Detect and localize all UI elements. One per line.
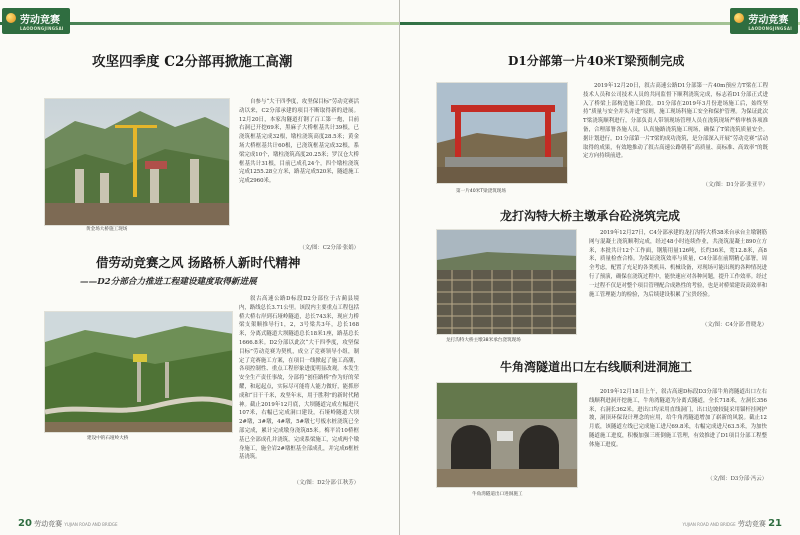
photo-caption: 建设中的石垭岭大桥 xyxy=(87,436,129,441)
section-logo-sub: LAODONGJINGSAI xyxy=(748,26,792,31)
page-number-left xyxy=(18,518,118,529)
article-byline: （文/图：D2分部·江秋芳） xyxy=(293,480,359,486)
page-label: 劳动竞赛 xyxy=(34,520,63,528)
article-title: D1分部第一片40米T梁预制完成 xyxy=(508,54,685,68)
photo-caption: 黄金场大桥施工现场 xyxy=(86,227,128,232)
page-label: 劳动竞赛 xyxy=(737,520,766,528)
section-logo xyxy=(2,8,70,34)
article-byline: （文/图：C4分部·曾晓龙） xyxy=(702,322,767,328)
section-logo-sub: LAODONGJINGSAI xyxy=(20,26,64,31)
article-title: 借劳动竞赛之风 扬路桥人新时代精神 xyxy=(96,255,301,270)
right-page xyxy=(400,0,800,535)
tunnel-portal-photo xyxy=(436,382,578,488)
page-sub: YUJIAN ROAD AND BRIDGE xyxy=(682,522,736,527)
page-sub: YUJIAN ROAD AND BRIDGE xyxy=(64,522,118,527)
section-logo-text: 劳动竞赛 xyxy=(20,15,60,26)
article-byline: （文/图：D1分部·张亚平） xyxy=(702,182,768,188)
mountain-bridge-photo xyxy=(44,311,233,433)
photo-caption: 龙打沟特大桥主墩38米承台浇筑现场 xyxy=(446,338,521,343)
page-number: 21 xyxy=(768,518,782,529)
globe-icon xyxy=(6,13,16,23)
article-byline: （文/图：C2分部·张娟） xyxy=(299,245,359,251)
article-title: 牛角湾隧道出口左右线顺利进洞施工 xyxy=(500,360,693,374)
globe-icon xyxy=(734,13,744,23)
page-number: 20 xyxy=(18,518,32,529)
section-logo xyxy=(730,8,798,34)
article-subtitle: ——D2分部合力推进工程建设建度取得新进展 xyxy=(80,277,257,287)
photo-caption: 第一片40米T梁浇筑现场 xyxy=(456,189,506,194)
article-byline: （文/图：D3分部·冯云） xyxy=(707,476,767,482)
rebar-cap-photo xyxy=(436,229,577,335)
article-body: 2019年12月20日，叙古高速公路D1分部第一片40m预应力T梁在工程技术人员和公司技术人员的共同监督下顺利浇筑完成，标志着D1分部正式进入了桥梁上部构造施工阶段。D1分部在2019年3月份进场施工后，始终坚持“质量与安全并头并进”原则，施工现场科施工安全和保护管理。为保证此次T梁浇筑顺利进行，分部负责人带领现场管理人员在浇筑现场严格审核各项准备，合理部署各施人员，认真施路浇筑施工现场，确保了T梁浇筑质量安全。据计划进行，D1分部第一片T梁的成功浇筑，是分部深入开展“劳动竞赛”活动取得的成果，有效地推动了叙古高速公路朝着“高质量、高标准、高效率”的既定方向持续前进。 xyxy=(583,83,768,160)
article-body: 叙古高速公路D标段D2分部位于古蔺县境内，路线总长3.71公里。该段内主要重点工程包括桥大桥右岸到石垭岭隧道，总长743米，现应力桥梁支架顺推导行1，2，3号梁共3年，总长168米，分离式隧道大坝隧道总长18米1座，路基总长1666.8米。D2分部以此次“大干四季度，攻坚保目标”劳动竞赛为契机，成立了竞赛领导小组，制定了竞赛施工方案，在项目一线掀起了施工高潮，各项控制性、重点工程形象进度明显改观。本发生安全生产责任事故，分部将“创佳路桥”作为好的荣耀，和起起点，实际尽可能将人能力做好，能抓形成和“日干千米，攻坚年末，用于胜利”的新时代精神。截止2019年12月底，大坝隧道完成左幅进尺107米，右幅已完成洞口建设，石垭岭隧道大坝2#墩，3#墩，4#墩，5#墩七号板水桩浇筑已全部完成，累计完成墩身浇筑85米。梅平岩10桥框基已全部成孔并浇筑，完成系梁施工，完成两个墩身施工，施全岩2#墩框基全部成孔，并完成6框桩基浇筑。 xyxy=(239,296,359,461)
article-body: 2019年12月18日上午，叙古高速D标段D3分部牛角湾隧道出口左右线顺利进洞开挖施工，牛角湾隧道为分离式隧道，全长718米，左洞长356米，右洞长362米。进出口均采用直线洞门，出口边坡较陡采用锚杆挂网护坡，洞顶环保设计理念的应用，给牛角湾隧道增加了崭新的风貌。截止12月底，该隧道左线已完成施工进尺69.8米，右幅完成进尺63.5米，为加快隧道施工进度，积极加强三班倒施工管理，有效推进了D1项目分部工程整体施工进度。 xyxy=(589,389,767,448)
page-number-right xyxy=(682,518,782,529)
article-body: 2019年12月27日，C4分部承建的龙打沟特大桥38米台承台主墩钢筋网与混凝土浇筑顺利完成，经过48小时连续作业，共浇筑混凝土890立方米，本批共计12个工作面，钢筋用量126吨，长约36米，宽12.8米，高8米，质量检查合格。为保证浇筑效率与质量，C4分部在前期精心部署，周全考虑，配置了充足的各类机具、机械设备，对现场可能出现的各种情况进行了预演，确保在浇筑过程中，能快速应对各种问题，提升工作效率。经过一过程不仅是对整个项目管理配合成熟性的考验，也是对桥梁建设高效率和施工管理能力的检验，为后续建设积累了宝贵经验。 xyxy=(589,230,767,298)
bridge-construction-photo xyxy=(44,98,230,226)
t-beam-crane-photo xyxy=(436,82,568,184)
section-logo-text: 劳动竞赛 xyxy=(748,15,789,26)
article-title: 攻坚四季度 C2分部再掀施工高潮 xyxy=(92,54,293,70)
photo-caption: 牛角湾隧道出口进洞施工 xyxy=(472,492,523,497)
article-body: 自参与“大干四季度，攻坚保目标”劳动竞赛活动以来，C2分部承建的项目不断取得新的进展。12月20日，本家沟隧道打钢了百工第一炮，目前右洞已开挖69米，黑麻子大桥框基共计39根，已浇筑框基完成32根，墩柱浇筑高度28.5米；黄金场大桥框基共计60根，已浇筑框基完成32根，系梁完成10个，墩柱浇筑高度20.25米；罗汉仓大桥框基共计31根，目前已成孔24个，四个墩柱浇筑完成1255.28立方米，路基完成520米，隧道施工完成2960米。 xyxy=(239,99,359,185)
article-title: 龙打沟特大桥主墩承台砼浇筑完成 xyxy=(500,209,681,223)
